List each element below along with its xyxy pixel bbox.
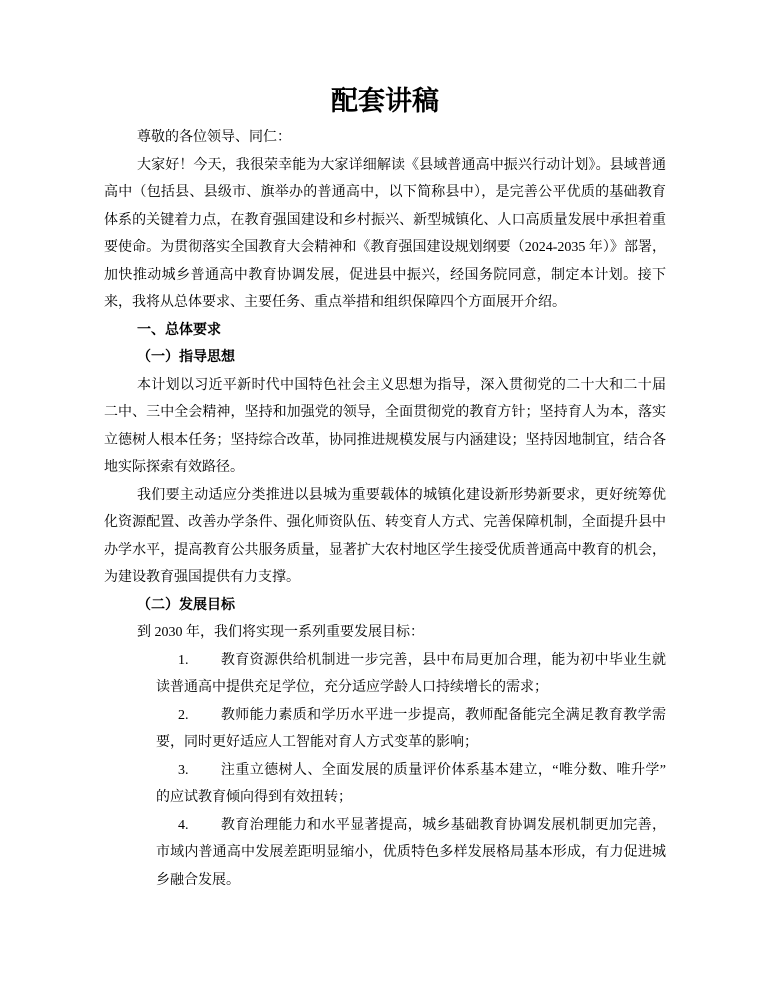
goal-1-number: 1. [178,652,189,668]
section-1-heading: 一、总体要求 [137,322,221,338]
goal-3-text: 注重立德树人、全面发展的质量评价体系基本建立，“唯分数、唯升学” 的应试教育倾向得到有效扭转； [156,762,666,805]
goals-lead-paragraph: 到 2030 年，我们将实现一系列重要发展目标： [137,625,424,640]
document-title: 配套讲稿 [331,86,439,116]
intro-paragraph: 大家好！今天，我很荣幸能为大家详细解读《县域普通高中振兴行动计划》。县域普通高中（包括县、县级市、旗举办的普通高中，以下简称县中），是完善公平优质的基础教育体系的关键着力点，在教育强国建设和乡村振兴、新型城镇化、人口高质量发展中承担着重要使命。为贯彻落实全国教育大会精神和《教育强国建设规划纲要（2024-2035 年）》部署，加快推动城乡普通高中教育协调发展，促进县中振兴，经国务院同意，制定本计划。接下来，我将从总体要求、主要任务、重点举措和组织保障四个方面展开介绍。 [104,157,666,310]
goal-4-number: 4. [178,817,189,833]
guiding-ideology-paragraph-2: 我们要主动适应分类推进以县城为重要载体的城镇化建设新形势新要求，更好统筹优化资源配置、改善办学条件、强化师资队伍、转变育人方式、完善保障机制，全面提升县中办学水平，提高教育公共服务质量，显著扩大农村地区学生接受优质普通高中教育的机会，为建设教育强国提供有力支撑。 [104,487,666,585]
goal-3-number: 3. [178,762,189,778]
goal-2-text: 教师能力素质和学历水平进一步提高，教师配备能完全满足教育教学需要，同时更好适应人工智能对育人方式变革的影响； [156,707,666,750]
goal-4-text: 教育治理能力和水平显著提高，城乡基础教育协调发展机制更加完善，市域内普通高中发展差距明显缩小，优质特色多样发展格局基本形成，有力促进城乡融合发展。 [156,817,666,888]
guiding-ideology-paragraph-1: 本计划以习近平新时代中国特色社会主义思想为指导，深入贯彻党的二十大和二十届二中、三中全会精神，坚持和加强党的领导，全面贯彻党的教育方针；坚持育人为本，落实立德树人根本任务；坚持综合改革，协同推进规模发展与内涵建设；坚持因地制宜，结合各地实际探索有效路径。 [104,377,666,475]
goal-item-2 [104,702,666,757]
goal-item-3 [104,757,666,812]
salutation-paragraph: 尊敬的各位领导、同仁： [137,130,291,145]
goal-2-number: 2. [178,707,189,723]
subsection-2-heading: （二）发展目标 [137,597,235,613]
goal-item-1 [104,647,666,702]
goal-item-4 [104,812,666,895]
subsection-1-heading: （一）指导思想 [137,350,235,365]
goal-1-text: 教育资源供给机制进一步完善，县中布局更加合理，能为初中毕业生就读普通高中提供充足学位，充分适应学龄人口持续增长的需求； [156,652,666,695]
